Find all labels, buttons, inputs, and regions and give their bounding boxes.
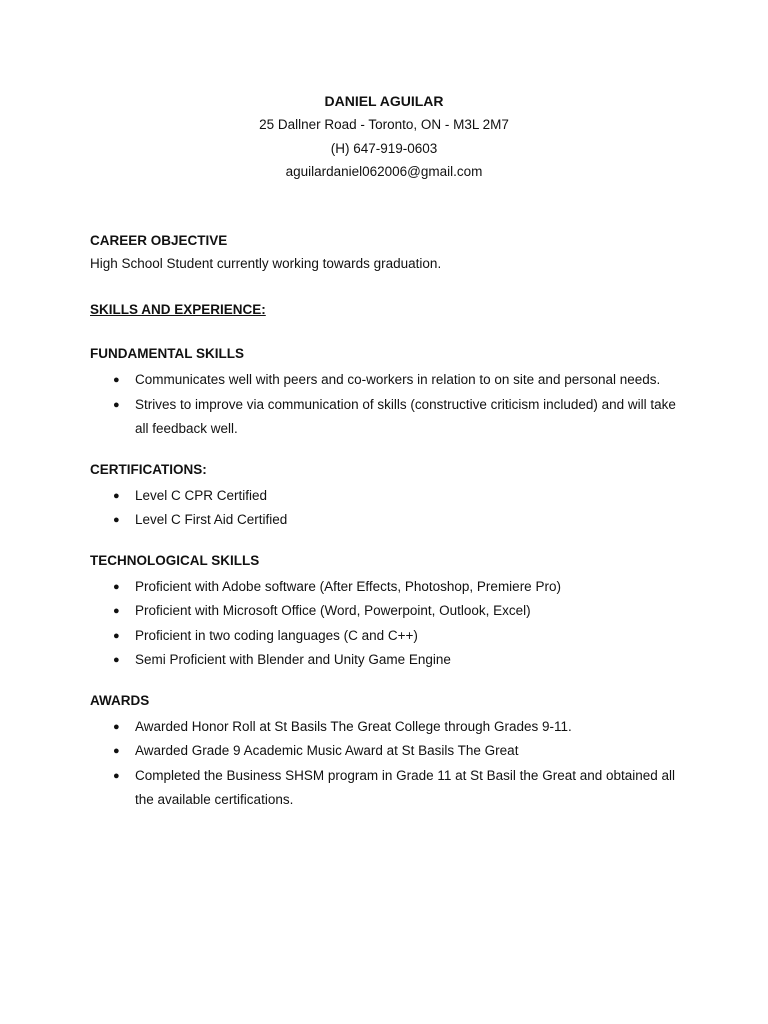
bullet-icon: ● xyxy=(113,629,120,642)
list-item-text: Level C CPR Certified xyxy=(135,487,268,503)
list-item-text: Communicates well with peers and co-workers in relation to on site and personal needs. xyxy=(135,372,661,387)
list-item xyxy=(90,648,690,673)
awards-heading: AWARDS xyxy=(90,692,150,708)
section-technological-skills xyxy=(90,551,690,673)
section-certifications xyxy=(90,460,690,533)
list-item xyxy=(90,599,690,624)
list-item-text: Level C First Aid Certified xyxy=(135,512,288,527)
list-item xyxy=(90,739,690,764)
bullet-icon: ● xyxy=(113,398,120,411)
section-fundamental-skills xyxy=(90,344,690,442)
list-item-text: Completed the Business SHSM program in Grade 11 at St Basil the Great and obtained all the available certifications. xyxy=(135,767,676,807)
resume-body xyxy=(90,231,690,813)
applicant-name: DANIEL AGUILAR xyxy=(324,93,444,109)
skills-experience-heading: SKILLS AND EXPERIENCE: xyxy=(90,302,266,317)
career-objective-text: High School Student currently working towards graduation. xyxy=(90,256,442,271)
bullet-icon: ● xyxy=(113,769,120,782)
address: 25 Dallner Road - Toronto, ON - M3L 2M7 xyxy=(259,117,509,132)
list-item xyxy=(90,484,690,509)
technological-skills-list xyxy=(90,575,690,673)
list-item-text: Proficient with Microsoft Office (Word, Powerpoint, Outlook, Excel) xyxy=(135,603,531,618)
list-item-text: Awarded Grade 9 Academic Music Award at St Basils The Great xyxy=(135,743,519,758)
technological-skills-heading: TECHNOLOGICAL SKILLS xyxy=(90,552,260,568)
bullet-icon: ● xyxy=(113,514,120,526)
section-awards xyxy=(90,691,690,813)
bullet-icon: ● xyxy=(113,745,120,757)
career-objective-heading: CAREER OBJECTIVE xyxy=(90,233,228,248)
section-career-objective xyxy=(90,231,690,274)
bullet-icon: ● xyxy=(113,605,120,617)
list-item xyxy=(90,508,690,533)
list-item xyxy=(90,624,690,649)
bullet-icon: ● xyxy=(113,489,120,502)
list-item-text: Proficient with Adobe software (After Effects, Photoshop, Premiere Pro) xyxy=(135,578,561,594)
list-item-text: Strives to improve via communication of skills (constructive criticism included) and will take all feedback well. xyxy=(135,396,676,436)
email-address: aguilardaniel062006@gmail.com xyxy=(285,164,483,179)
list-item xyxy=(90,393,690,442)
resume-header xyxy=(0,91,768,186)
list-item xyxy=(90,368,690,393)
bullet-icon: ● xyxy=(113,720,120,733)
certifications-list xyxy=(90,484,690,533)
certifications-heading: CERTIFICATIONS: xyxy=(90,461,207,477)
fundamental-skills-heading: FUNDAMENTAL SKILLS xyxy=(90,346,244,361)
phone-number: (H) 647-919-0603 xyxy=(330,140,438,156)
list-item xyxy=(90,715,690,740)
list-item-text: Proficient in two coding languages (C and C++) xyxy=(135,627,418,643)
bullet-icon: ● xyxy=(113,580,120,593)
list-item-text: Semi Proficient with Blender and Unity Game Engine xyxy=(135,652,451,667)
list-item xyxy=(90,764,690,813)
list-item xyxy=(90,575,690,600)
awards-list xyxy=(90,715,690,813)
fundamental-skills-list xyxy=(90,368,690,442)
bullet-icon: ● xyxy=(113,374,120,386)
bullet-icon: ● xyxy=(113,654,120,666)
list-item-text: Awarded Honor Roll at St Basils The Great College through Grades 9-11. xyxy=(135,718,572,734)
